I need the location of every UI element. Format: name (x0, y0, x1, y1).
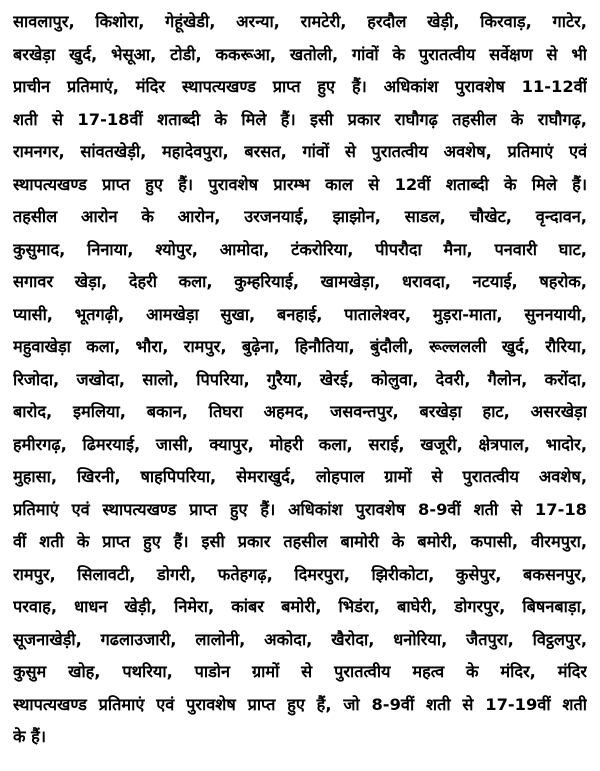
text-line: सूजनाखेड़ी, गढलाउजारी, लालोनी, अकोदा, खैरोदा, धनोरिया, जैतपुरा, विट्ठलपुर, (13, 629, 587, 649)
text-line: प्यासी, भूतगढ़ी, आमखेड़ा सुखा, बनहाई, पातालेश्वर, मुड़रा-माता, सुननयायी, (13, 304, 587, 324)
text-line: हमीरगढ़, ढिमरयाई, जासी, क्यापुर, मोहरी कला, सराई, खजूरी, क्षेत्रपाल, भादोर, (13, 434, 587, 454)
text-line: प्राचीन प्रतिमाएं, मंदिर स्थापत्यखण्ड प्राप्त हुए हैं। अधिकांश पुरावशेष 11-12वीं (13, 77, 587, 96)
text-line: मुहासा, खिरनी, षाहपिपरिया, सेमराखुर्द, लोहपाल ग्रामों से पुरातत्वीय अवशेष, (13, 467, 587, 486)
text-line: परवाह, धाधन खेड़ी, निमेरा, कांबर बमोरी, भिडंरा, बाघेरी, डोगरपुर, बिषनबाड़ा, (13, 597, 587, 616)
text-line: रिजोदा, जखोदा, सालो, पिपरिया, गुरैया, खेरई, कोलुवा, देवरी, गैलोन, करोंदा, (13, 369, 587, 389)
text-line: के हैं। (13, 727, 46, 746)
text-line: रामपुर, सिलावटी, डोगरी, फतेहगढ़, दिमरपुरा, झिरीकोटा, कुसेपुर, बकसनपुर, (13, 564, 587, 584)
text-line: शती से 17-18वीं शताब्दी के मिले हैं। इसी प्रकार राघौगढ़ तहसील के राघौगढ़, (13, 109, 587, 129)
text-line: बारोद, इमलिया, बकान, तिघरा अहमद, जसवन्तपुर, बरखेड़ा हाट, असरखेड़ा (13, 402, 587, 421)
text-line: स्थापत्यखण्ड प्राप्त हुए हैं। पुरावशेष प्रारम्भ काल से 12वीं शताब्दी के मिले हैं। (13, 174, 587, 194)
text-line: सगावर खेड़ा, देहरी कला, कुम्हरियाई, खामखेड़ा, धरावदा, नटयाई, षहरोक, (13, 272, 587, 291)
text-line: बरखेड़ा खुर्द, भेसूआ, टोडी, ककरूआ, खतोली, गांवों के पुरातत्वीय सर्वेक्षण से भी (13, 44, 587, 64)
text-line: तहसील आरोन के आरोन, उरजनयाई, झाझोन, साडल, चौखेट, वृन्दावन, (13, 207, 587, 226)
text-line: कुसुमाद, निनाया, श्योपुर, आमोदा, टंकरोरिया, पीपरौदा मैना, पनवारी घाट, (13, 239, 587, 259)
text-line: कुसुम खोह, पथरिया, पाडोन ग्रामों से पुरातत्वीय महत्व के मंदिर, मंदिर (13, 662, 587, 681)
text-line: स्थापत्यखण्ड प्रतिमाएं एवं पुरावशेष प्राप्त हुए हैं, जो 8-9वीं शती से 17-19वीं शती (13, 694, 587, 714)
text-line: सावलापुर, किशोरा, गेहूंखेडी, अरन्या, रामटेरी, हरदौल खेड़ी, किरवाड़, गाटेर, (13, 12, 587, 31)
text-line: प्रतिमाएं एवं स्थापत्यखण्ड प्राप्त हुए हैं। अधिकांश पुरावशेष 8-9वीं शती से 17-18 (13, 499, 587, 519)
text-line: रामनगर, सांवतखेड़ी, महादेवपुरा, बरसत, गांवों से पुरातत्वीय अवशेष, प्रतिमाएं एवं (13, 142, 587, 161)
text-line: महुवाखेड़ा कला, भौरा, रामपुर, बुढ़ेना, हिनौतिया, बुंदौली, रूल्ललली खुर्द, रौरिया, (13, 337, 587, 356)
text-line: वीं शती के प्राप्त हुए हैं। इसी प्रकार तहसील बामोरी के बमोरी, कपासी, वीरमपुरा, (13, 532, 587, 551)
